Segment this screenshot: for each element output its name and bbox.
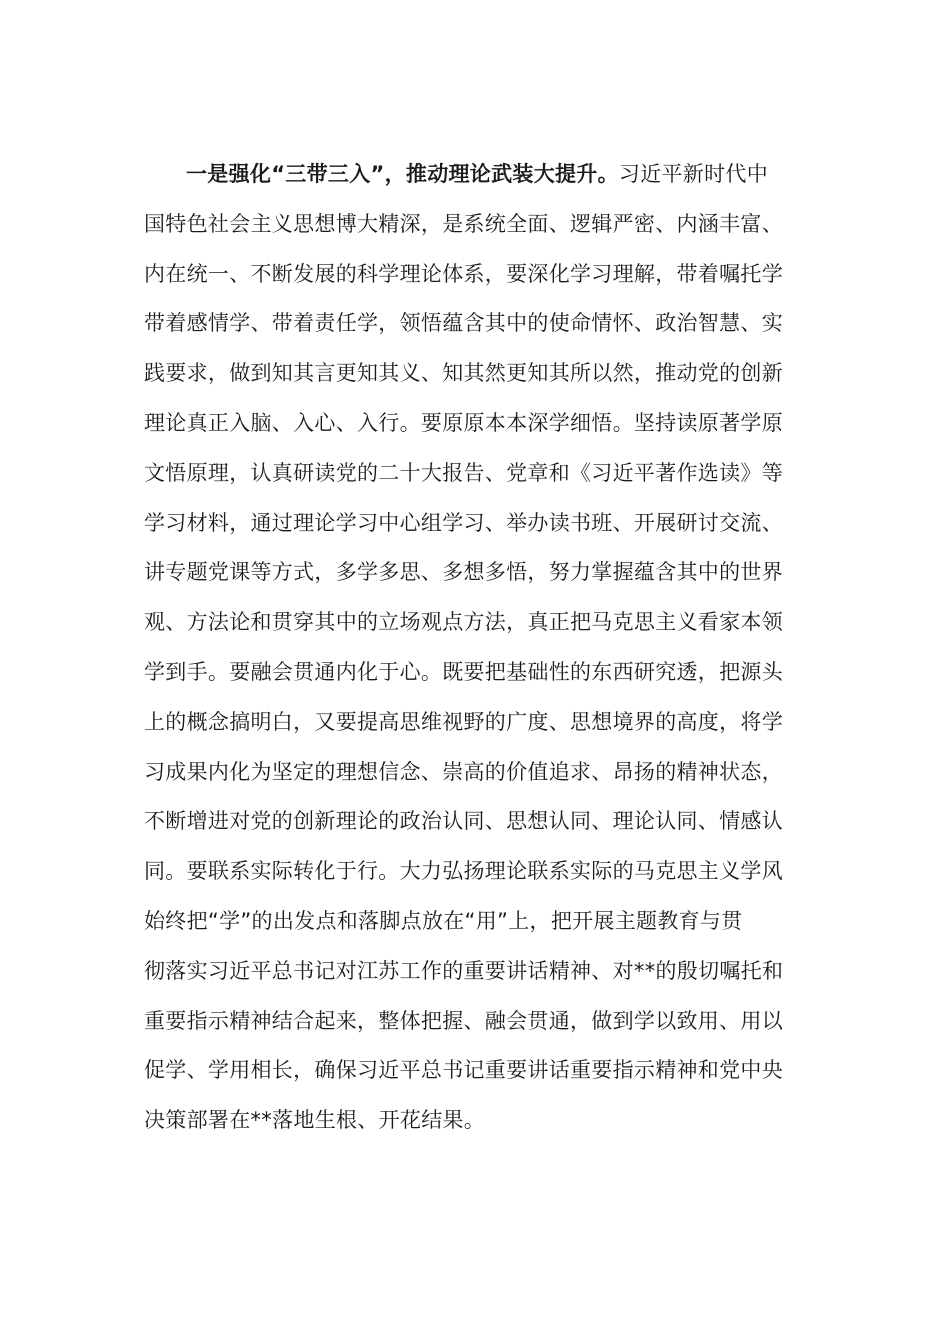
- paragraph-line: 内在统一、不断发展的科学理论体系，要深化学习理解，带着嘱托学: [144, 261, 783, 286]
- paragraph-line: 观、方法论和贯穿其中的立场观点方法，真正把马克思主义看家本领: [144, 610, 783, 635]
- paragraph-line: 学到手。要融会贯通内化于心。既要把基础性的东西研究透，把源头: [144, 659, 783, 684]
- paragraph-line: 彻落实习近平总书记对江苏工作的重要讲话精神、对**的殷切嘱托和: [144, 958, 784, 983]
- paragraph-line: 同。要联系实际转化于行。大力弘扬理论联系实际的马克思主义学风: [144, 859, 783, 884]
- paragraph-line: 决策部署在**落地生根、开花结果。: [144, 1108, 486, 1133]
- paragraph-line: 促学、学用相长，确保习近平总书记重要讲话重要指示精神和党中央: [144, 1058, 783, 1083]
- paragraph-line: 上的概念搞明白，又要提高思维视野的广度、思想境界的高度，将学: [144, 709, 783, 734]
- paragraph-line-text: 习近平新时代中: [618, 162, 769, 186]
- paragraph-line: 重要指示精神结合起来，整体把握、融会贯通，做到学以致用、用以: [144, 1008, 783, 1033]
- paragraph-line: 理论真正入脑、入心、入行。要原原本本深学细悟。坚持读原著学原: [144, 410, 783, 435]
- paragraph-line: 践要求，做到知其言更知其义、知其然更知其所以然，推动党的创新: [144, 361, 783, 386]
- paragraph-line-1: [144, 150, 808, 200]
- paragraph-line: 习成果内化为坚定的理想信念、崇高的价值追求、昂扬的精神状态，: [144, 759, 783, 784]
- paragraph-line: 讲专题党课等方式，多学多思、多想多悟，努力掌握蕴含其中的世界: [144, 560, 783, 585]
- paragraph-line: 不断增进对党的创新理论的政治认同、思想认同、理论认同、情感认: [144, 809, 783, 834]
- paragraph-lead-heading: 一是强化“三带三入”，推动理论武装大提升。: [186, 162, 619, 186]
- body-paragraph: [144, 150, 808, 1146]
- paragraph-line: 文悟原理，认真研读党的二十大报告、党章和《习近平著作选读》等: [144, 460, 783, 485]
- paragraph-line: 始终把“学”的出发点和落脚点放在“用”上，把开展主题教育与贯: [144, 908, 743, 933]
- paragraph-line: 带着感情学、带着责任学，领悟蕴含其中的使命情怀、政治智慧、实: [144, 311, 783, 336]
- paragraph-line: 国特色社会主义思想博大精深，是系统全面、逻辑严密、内涵丰富、: [144, 211, 783, 236]
- paragraph-line: 学习材料，通过理论学习中心组学习、举办读书班、开展研讨交流、: [144, 510, 783, 535]
